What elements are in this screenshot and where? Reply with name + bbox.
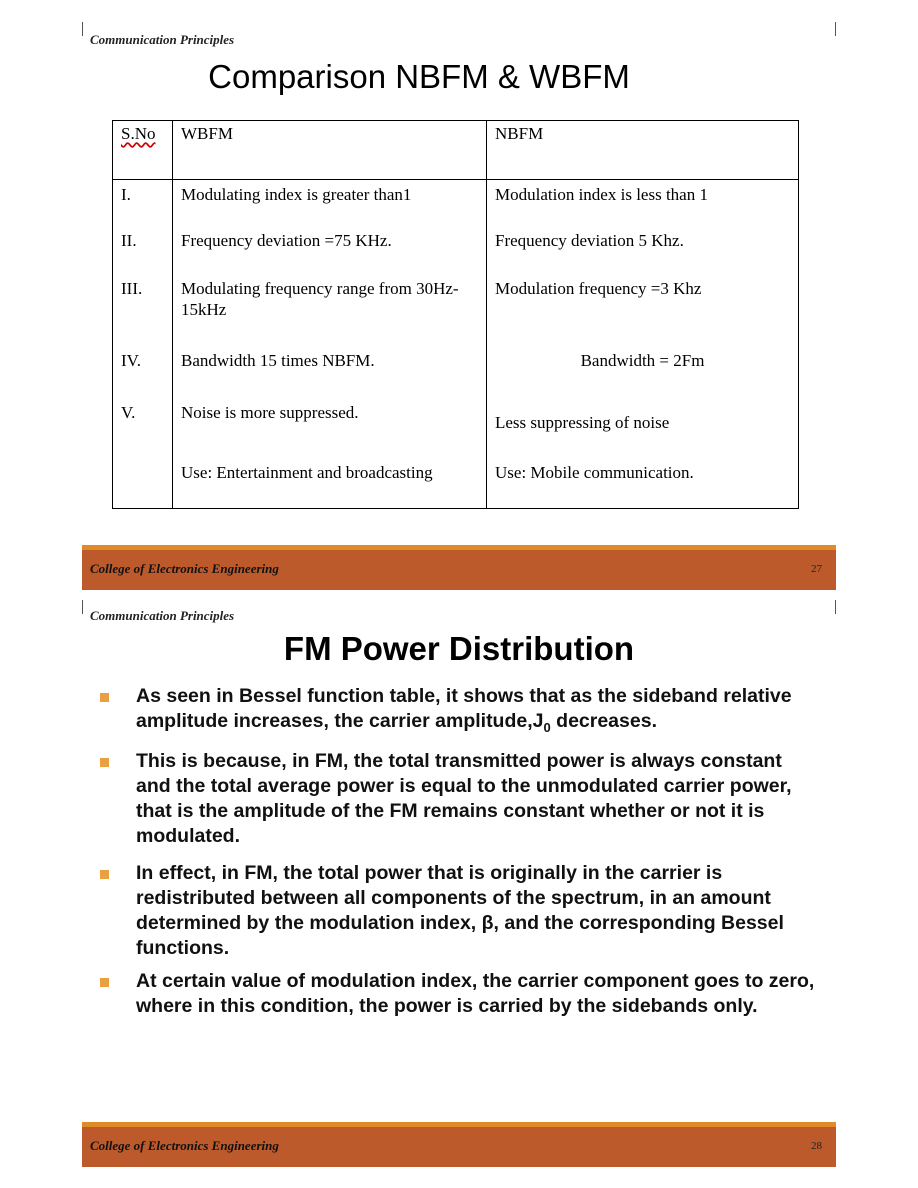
table-row xyxy=(113,458,799,509)
table-row xyxy=(113,226,799,274)
crop-mark-right xyxy=(835,600,836,614)
course-name: Communication Principles xyxy=(90,32,235,47)
table-cell: Modulating index is greater than1 xyxy=(173,180,487,227)
table-cell xyxy=(113,458,173,509)
table-cell: III. xyxy=(113,274,173,340)
table-row xyxy=(113,274,799,340)
slide-footer xyxy=(82,1122,836,1167)
slide-title: FM Power Distribution xyxy=(283,630,635,667)
footer-college: College of Electronics Engineering xyxy=(90,1138,279,1153)
table-cell: Noise is more suppressed. xyxy=(173,398,487,458)
list-item: In effect, in FM, the total power that is originally in the carrier is redistributed between all components of the spectrum, in an amount determined by the modulation index, β, and the corresponding Bessel functions. xyxy=(100,861,820,961)
comparison-table xyxy=(112,120,799,509)
table-cell: Frequency deviation =75 KHz. xyxy=(173,226,487,274)
crop-mark-left xyxy=(82,22,83,36)
table-cell: Modulation index is less than 1 xyxy=(487,180,799,227)
table-cell: Frequency deviation 5 Khz. xyxy=(487,226,799,274)
square-bullet-icon xyxy=(100,978,109,987)
table-cell: V. xyxy=(113,398,173,458)
table-cell: I. xyxy=(113,180,173,227)
table-row xyxy=(113,340,799,398)
table-cell: II. xyxy=(113,226,173,274)
table-cell: Use: Mobile communication. xyxy=(487,458,799,509)
table-cell: Less suppressing of noise xyxy=(487,398,799,458)
table-cell: Use: Entertainment and broadcasting xyxy=(173,458,487,509)
square-bullet-icon xyxy=(100,758,109,767)
header-nbfm: NBFM xyxy=(487,121,799,180)
table-cell: Bandwidth 15 times NBFM. xyxy=(173,340,487,398)
header-wbfm: WBFM xyxy=(173,121,487,180)
footer-college: College of Electronics Engineering xyxy=(90,561,279,576)
table-header-row xyxy=(113,121,799,180)
slide-title: Comparison NBFM & WBFM xyxy=(208,58,630,95)
bullet-list xyxy=(100,684,820,1019)
table-cell: Modulating frequency range from 30Hz-15kHz xyxy=(173,274,487,340)
page-number: 27 xyxy=(811,563,822,575)
square-bullet-icon xyxy=(100,870,109,879)
crop-mark-right xyxy=(835,22,836,36)
crop-mark-left xyxy=(82,600,83,614)
slide-28 xyxy=(0,592,918,1188)
list-item: At certain value of modulation index, the carrier component goes to zero, where in this condition, the power is carried by the sidebands only. xyxy=(100,969,820,1019)
list-item: This is because, in FM, the total transmitted power is always constant and the total average power is equal to the unmodulated carrier power, that is the amplitude of the FM remains constant whether or not it is modulated. xyxy=(100,749,820,849)
table-row xyxy=(113,398,799,458)
slide-27 xyxy=(0,0,918,592)
table-row xyxy=(113,180,799,227)
page-number: 28 xyxy=(811,1140,822,1152)
list-item: As seen in Bessel function table, it shows that as the sideband relative amplitude increases, the carrier $amplitude,J_0$ decreases. xyxy=(100,684,820,740)
course-name: Communication Principles xyxy=(90,608,235,623)
table-cell: Modulation frequency =3 Khz xyxy=(487,274,799,340)
table-cell: IV. xyxy=(113,340,173,398)
square-bullet-icon xyxy=(100,693,109,702)
header-sno: S.No xyxy=(113,121,173,180)
table-cell: Bandwidth = 2Fm xyxy=(487,340,799,398)
slide-footer xyxy=(82,545,836,590)
